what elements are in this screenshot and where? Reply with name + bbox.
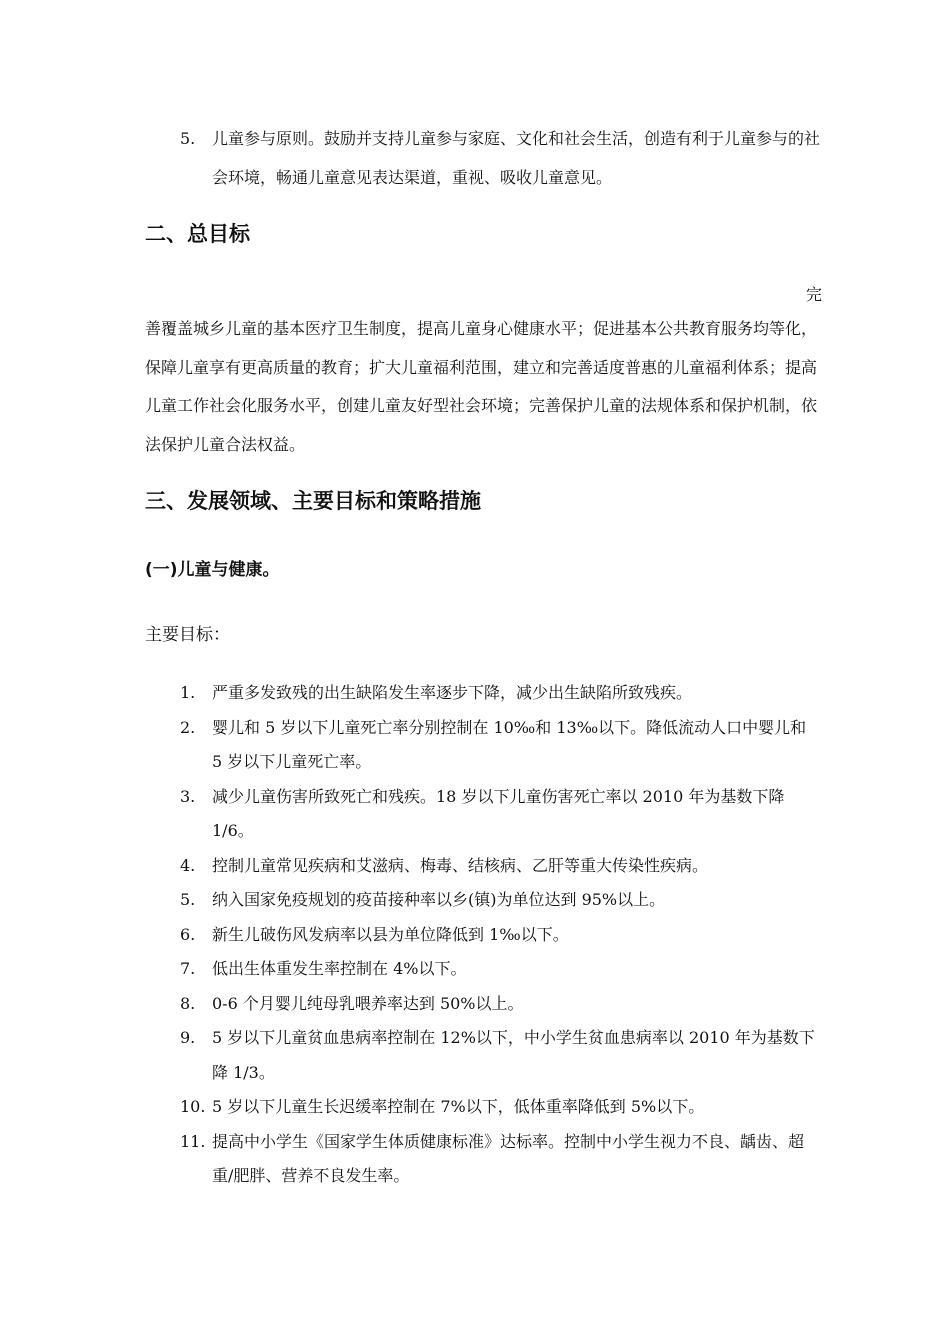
list-item-text: 婴儿和 5 岁以下儿童死亡率分别控制在 10‰和 13‰以下。降低流动人口中婴儿和 5 岁以下儿童死亡率。 [212,717,807,771]
goals-list [180,676,820,1194]
list-item-text: 0-6 个月婴儿纯母乳喂养率达到 50%以上。 [212,993,524,1013]
list-item [180,780,820,849]
list-item [180,1090,820,1125]
list-item-text: 新生儿破伤风发病率以县为单位降低到 1‰以下。 [212,924,569,944]
subsection-heading-health: (一)儿童与健康。 [145,560,280,580]
list-number: 6. [180,924,196,944]
list-number: 7. [180,959,196,978]
list-number: 5. [180,129,196,148]
list-item [180,918,820,953]
list-item [180,952,820,987]
list-item-text: 严重多发致残的出生缺陷发生率逐步下降，减少出生缺陷所致残疾。 [212,683,693,702]
list-item-text: 提高中小学生《国家学生体质健康标准》达标率。控制中小学生视力不良、龋齿、超重/肥胖、营养不良发生率。 [212,1131,805,1185]
list-number: 4. [180,855,196,875]
list-item [180,849,820,884]
list-item-text: 减少儿童伤害所致死亡和残疾。18 岁以下儿童伤害死亡率以 2010 年为基数下降 1/6。 [212,786,785,840]
list-item-text: 5 岁以下儿童生长迟缓率控制在 7%以下，低体重率降低到 5%以下。 [212,1097,705,1116]
list-item [180,1125,820,1194]
list-item [180,883,820,918]
goals-label: 主要目标： [145,625,230,645]
list-number: 5. [180,890,196,909]
section-heading-development-areas: 三、发展领域、主要目标和策略措施 [145,489,481,513]
list-item [180,711,820,780]
list-item [180,987,820,1022]
list-item-text: 低出生体重发生率控制在 4%以下。 [212,959,467,978]
principle-item-5 [180,119,820,197]
list-item-text: 5 岁以下儿童贫血患病率控制在 12%以下，中小学生贫血患病率以 2010 年为基数下降 1/3。 [212,1028,815,1082]
list-number: 3. [180,786,196,806]
list-number: 10. [180,1097,206,1116]
overall-goals-paragraph: 善覆盖城乡儿童的基本医疗卫生制度，提高儿童身心健康水平；促进基本公共教育服务均等化，保障儿童享有更高质量的教育；扩大儿童福利范围，建立和完善适度普惠的儿童福利体系；提高儿童工作社会化服务水平，创建儿童友好型社会环境；完善保护儿童的法规体系和保护机制，依法保护儿童合法权益。 [145,319,818,454]
list-number: 1. [180,683,196,702]
section-heading-overall-goals: 二、总目标 [145,222,250,246]
list-number: 2. [180,717,196,737]
list-number: 9. [180,1028,196,1047]
list-item [180,1021,820,1090]
list-number: 11. [180,1131,206,1151]
list-item [180,676,820,711]
list-item-text: 儿童参与原则。鼓励并支持儿童参与家庭、文化和社会生活，创造有利于儿童参与的社会环境，畅通儿童意见表达渠道，重视、吸收儿童意见。 [212,129,821,187]
list-number: 8. [180,993,196,1013]
list-item-text: 控制儿童常见疾病和艾滋病、梅毒、结核病、乙肝等重大传染性疾病。 [212,855,709,875]
list-item-text: 纳入国家免疫规划的疫苗接种率以乡(镇)为单位达到 95%以上。 [212,890,666,909]
paragraph-fragment: 完 [806,285,823,304]
